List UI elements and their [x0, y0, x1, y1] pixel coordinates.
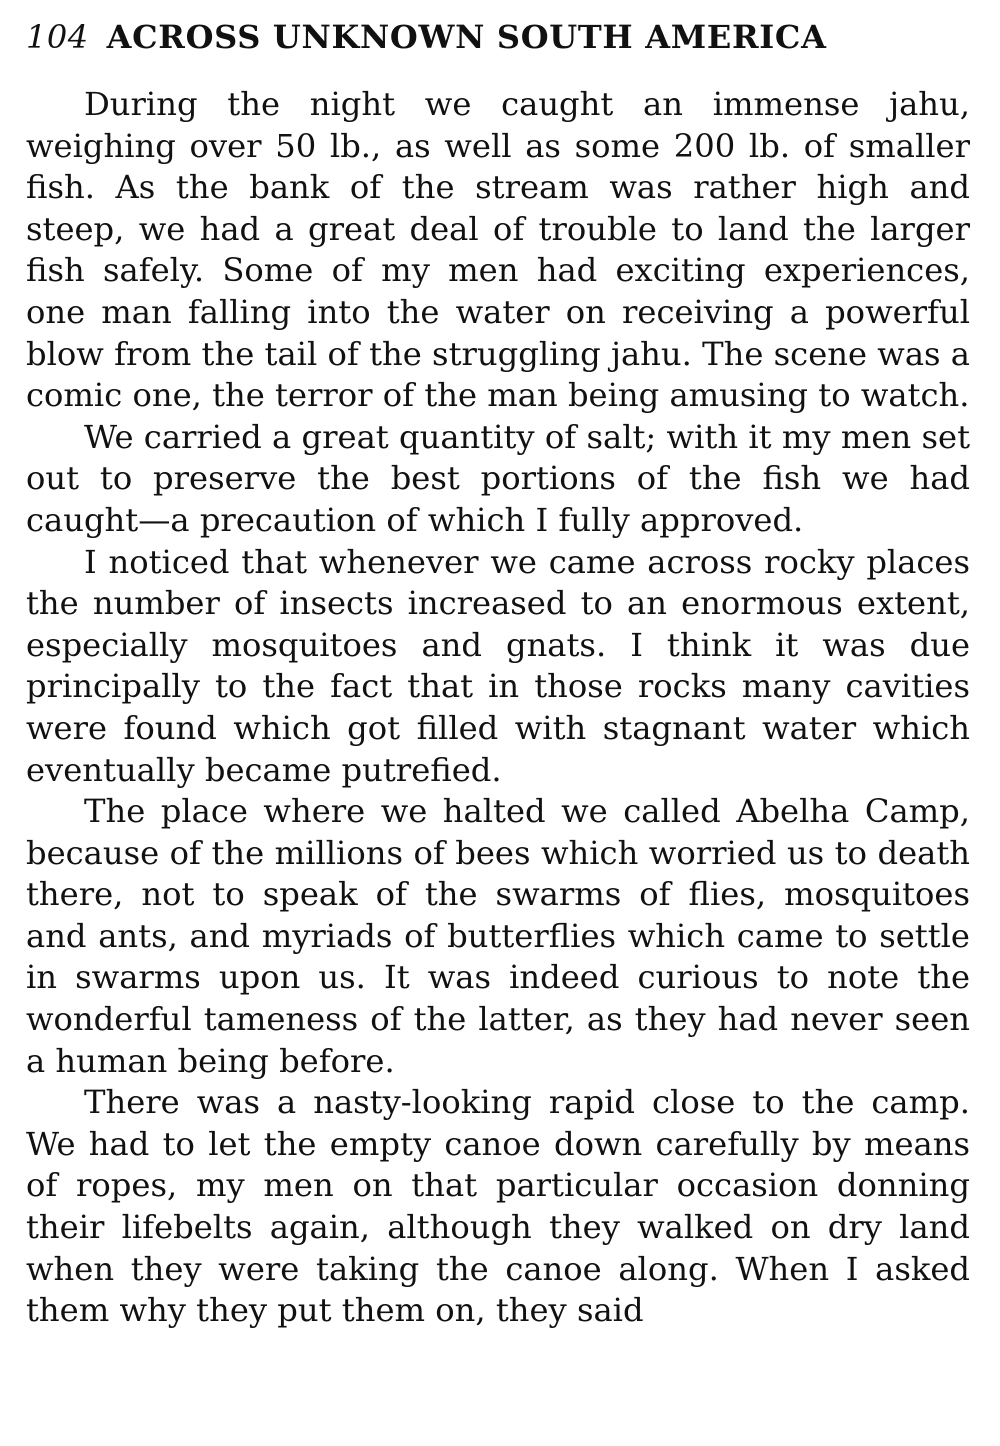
- body-text: [26, 84, 970, 1332]
- book-title: ACROSS UNKNOWN SOUTH AMERICA: [106, 18, 827, 56]
- paragraph-rapid: There was a nasty-looking rapid close to the camp. We had to let the empty canoe down carefully by means of ropes, my men on that particular occasion donning their lifebelts again, although they walked on dry land when they were taking the canoe along. When I asked them why they put them on, they said: [26, 1083, 970, 1330]
- running-head: [26, 18, 970, 64]
- paragraph-salt: We carried a great quantity of salt; with it my men set out to preserve the best portions of the fish we had caught—a precaution of which I fully approved.: [26, 417, 970, 539]
- paragraph-fishing: During the night we caught an immense jahu, weighing over 50 lb., as well as some 200 lb. of smaller fish. As the bank of the stream was rather high and steep, we had a great deal of trouble to land the larger fish safely. Some of my men had exciting experiences, one man falling into the water on receiving a powerful blow from the tail of the struggling jahu. The scene was a comic one, the terror of the man being amusing to watch.: [26, 85, 970, 415]
- paragraph-insects: I noticed that whenever we came across rocky places the number of insects increased to an enormous extent, especially mosquitoes and gnats. I think it was due principally to the fact that in those rocks many cavities were found which got filled with stagnant water which eventually became putrefied.: [26, 542, 970, 789]
- page-number: 104: [26, 18, 89, 56]
- paragraph-abelha-camp: The place where we halted we called Abelha Camp, because of the millions of bees which worried us to death there, not to speak of the swarms of flies, mosquitoes and ants, and myriads of butterflies which came to settle in swarms upon us. It was indeed curious to note the wonderful tameness of the latter, as they had never seen a human being before.: [26, 792, 970, 1080]
